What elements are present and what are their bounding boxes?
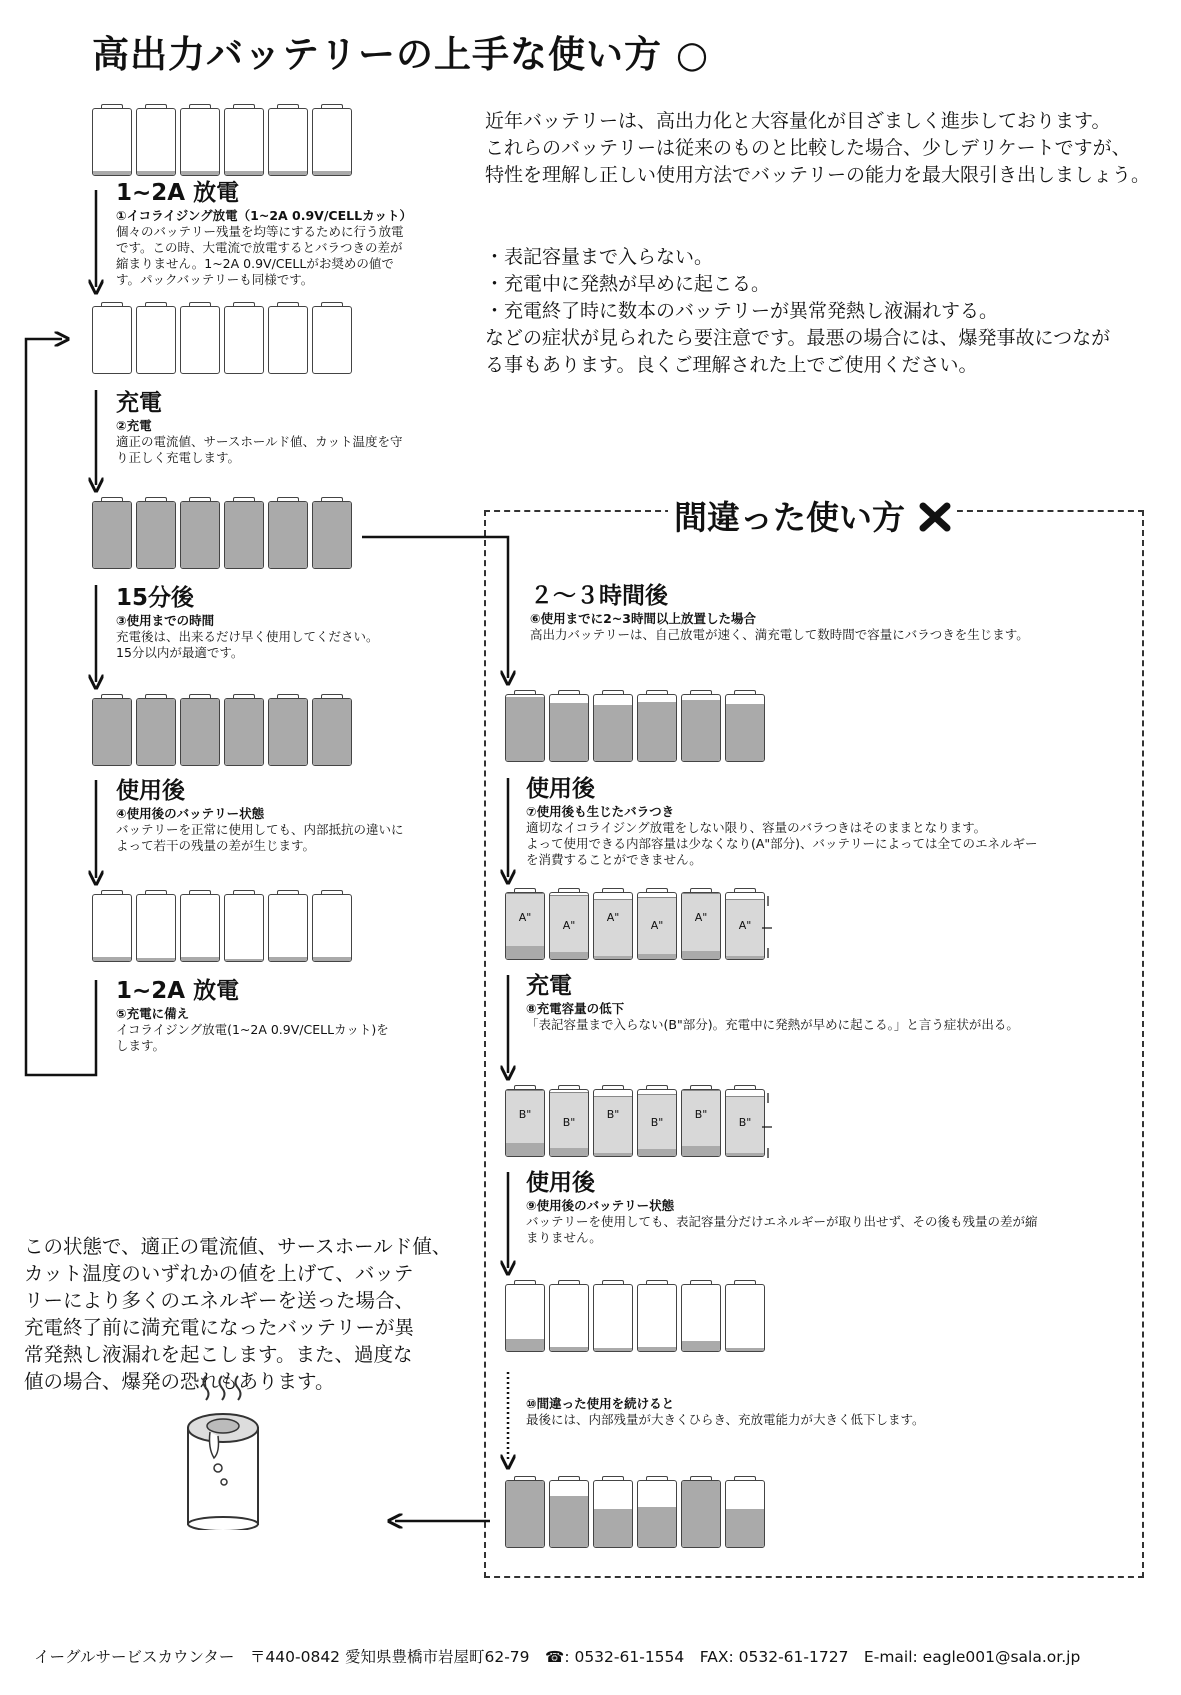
side-note-line: リーにより多くのエネルギーを送った場合、 <box>24 1289 415 1312</box>
battery-zone-label: A" <box>606 911 620 924</box>
step-sub: ①イコライジング放電（1~2A 0.9V/CELLカット） <box>116 208 412 223</box>
step-sub: ⑩間違った使用を続けると <box>526 1396 675 1411</box>
battery-zone-label: B" <box>562 1116 576 1129</box>
step-heading: 15分後 <box>116 585 195 611</box>
step-body: します。 <box>116 1038 166 1053</box>
side-note-line: この状態で、適正の電流値、サースホールド値、 <box>24 1235 452 1258</box>
step-body: バッテリーを使用しても、表記容量分だけエネルギーが取り出せず、その後も残量の差が縮 <box>526 1214 1038 1229</box>
battery-zone-label: A" <box>694 911 708 924</box>
side-note-line: 充電終了前に満充電になったバッテリーが異 <box>24 1316 415 1339</box>
step-body: 適切なイコライジング放電をしない限り、容量のバラつきはそのままとなります。 <box>526 820 987 835</box>
step-body: 縮まりません。1~2A 0.9V/CELLがお奨めの値で <box>116 256 394 271</box>
step-heading: ２～３時間後 <box>530 583 668 609</box>
side-note-line: カット温度のいずれかの値を上げて、バッテ <box>24 1262 414 1285</box>
symptom-line: ・充電終了時に数本のバッテリーが異常発熱し液漏れする。 <box>485 300 999 322</box>
step-sub: ⑦使用後も生じたバラつき <box>526 804 675 819</box>
step-sub: ⑤充電に備え <box>116 1006 190 1021</box>
symptom-line: ・表記容量まで入らない。 <box>485 246 714 268</box>
symptom-line: ・充電中に発熱が早めに起こる。 <box>485 273 771 295</box>
step-body: イコライジング放電(1~2A 0.9V/CELLカット)を <box>116 1022 389 1037</box>
step-sub: ⑨使用後のバッテリー状態 <box>526 1198 675 1213</box>
intro-line: これらのバッテリーは従来のものと比較した場合、少しデリケートですが、 <box>485 137 1131 159</box>
step-body: 個々のバッテリー残量を均等にするために行う放電 <box>116 224 404 239</box>
step-body: よって若干の残量の差が生じます。 <box>116 838 316 853</box>
intro-line: 特性を理解し正しい使用方法でバッテリーの能力を最大限引き出しましょう。 <box>485 164 1151 186</box>
step-body: 適正の電流値、サースホールド値、カット温度を守 <box>116 434 403 449</box>
step-sub: ⑥使用までに2~3時間以上放置した場合 <box>530 611 756 626</box>
step-sub: ②充電 <box>116 418 152 433</box>
step-body: を消費することができません。 <box>526 852 702 867</box>
step-heading: 充電 <box>116 390 162 416</box>
step-body: 最後には、内部残量が大きくひらき、充放電能力が大きく低下します。 <box>526 1412 925 1427</box>
symptom-line: などの症状が見られたら要注意です。最悪の場合には、爆発事故につなが <box>485 327 1111 349</box>
step-body: 充電後は、出来るだけ早く使用してください。 <box>116 629 379 644</box>
battery-zone-label: A" <box>518 911 532 924</box>
step-body: 「表記容量まで入らない(B"部分)。充電中に発熱が早めに起こる。」と言う症状が出る。 <box>526 1017 1019 1032</box>
battery-zone-label: A" <box>738 919 752 932</box>
step-body: です。この時、大電流で放電するとバラつきの差が <box>116 240 403 255</box>
step-body: よって使用できる内部容量は少なくなり(A"部分)、バッテリーによっては全てのエネルギー <box>526 836 1038 851</box>
battery-zone-label: B" <box>694 1108 708 1121</box>
page-title: 高出力バッテリーの上手な使い方 ○ <box>92 33 710 76</box>
battery-zone-label: B" <box>650 1116 664 1129</box>
step-heading: 1~2A 放電 <box>116 978 240 1004</box>
step-body: 高出力バッテリーは、自己放電が速く、満充電して数時間で容量にバラつきを生じます。 <box>530 627 1029 642</box>
step-heading: 使用後 <box>526 776 595 802</box>
side-note-line: 常発熱し液漏れを起こします。また、過度な <box>24 1343 413 1366</box>
step-body: り正しく充電します。 <box>116 450 241 465</box>
battery-zone-label: A" <box>650 919 664 932</box>
step-heading: 使用後 <box>116 778 185 804</box>
side-note-line: 値の場合、爆発の恐れもあります。 <box>24 1370 335 1393</box>
battery-zone-label: B" <box>518 1108 532 1121</box>
wrong-usage-title-text: 間違った使い方 <box>674 498 905 537</box>
battery-zone-label: B" <box>738 1116 752 1129</box>
step-body: 15分以内が最適です。 <box>116 645 244 660</box>
step-sub: ③使用までの時間 <box>116 613 215 628</box>
footer-contact: イーグルサービスカウンター 〒440-0842 愛知県豊橋市岩屋町62-79 ☎: 0532-61-1554 FAX: 0532-61-1727 E-mail: eagle001@sala.or.jp <box>34 1648 1081 1666</box>
step-heading: 充電 <box>526 973 572 999</box>
step-sub: ④使用後のバッテリー状態 <box>116 806 265 821</box>
step-heading: 使用後 <box>526 1170 595 1196</box>
step-body: す。パックバッテリーも同様です。 <box>116 272 314 287</box>
step-heading: 1~2A 放電 <box>116 180 240 206</box>
symptom-line: る事もあります。良くご理解された上でご使用ください。 <box>485 354 978 376</box>
battery-zone-label: A" <box>562 919 576 932</box>
step-body: バッテリーを正常に使用しても、内部抵抗の違いに <box>116 822 404 837</box>
battery-zone-label: B" <box>606 1108 620 1121</box>
intro-line: 近年バッテリーは、高出力化と大容量化が目ざましく進歩しております。 <box>485 110 1111 132</box>
step-sub: ⑧充電容量の低下 <box>526 1001 625 1016</box>
step-body: まりません。 <box>526 1230 602 1245</box>
